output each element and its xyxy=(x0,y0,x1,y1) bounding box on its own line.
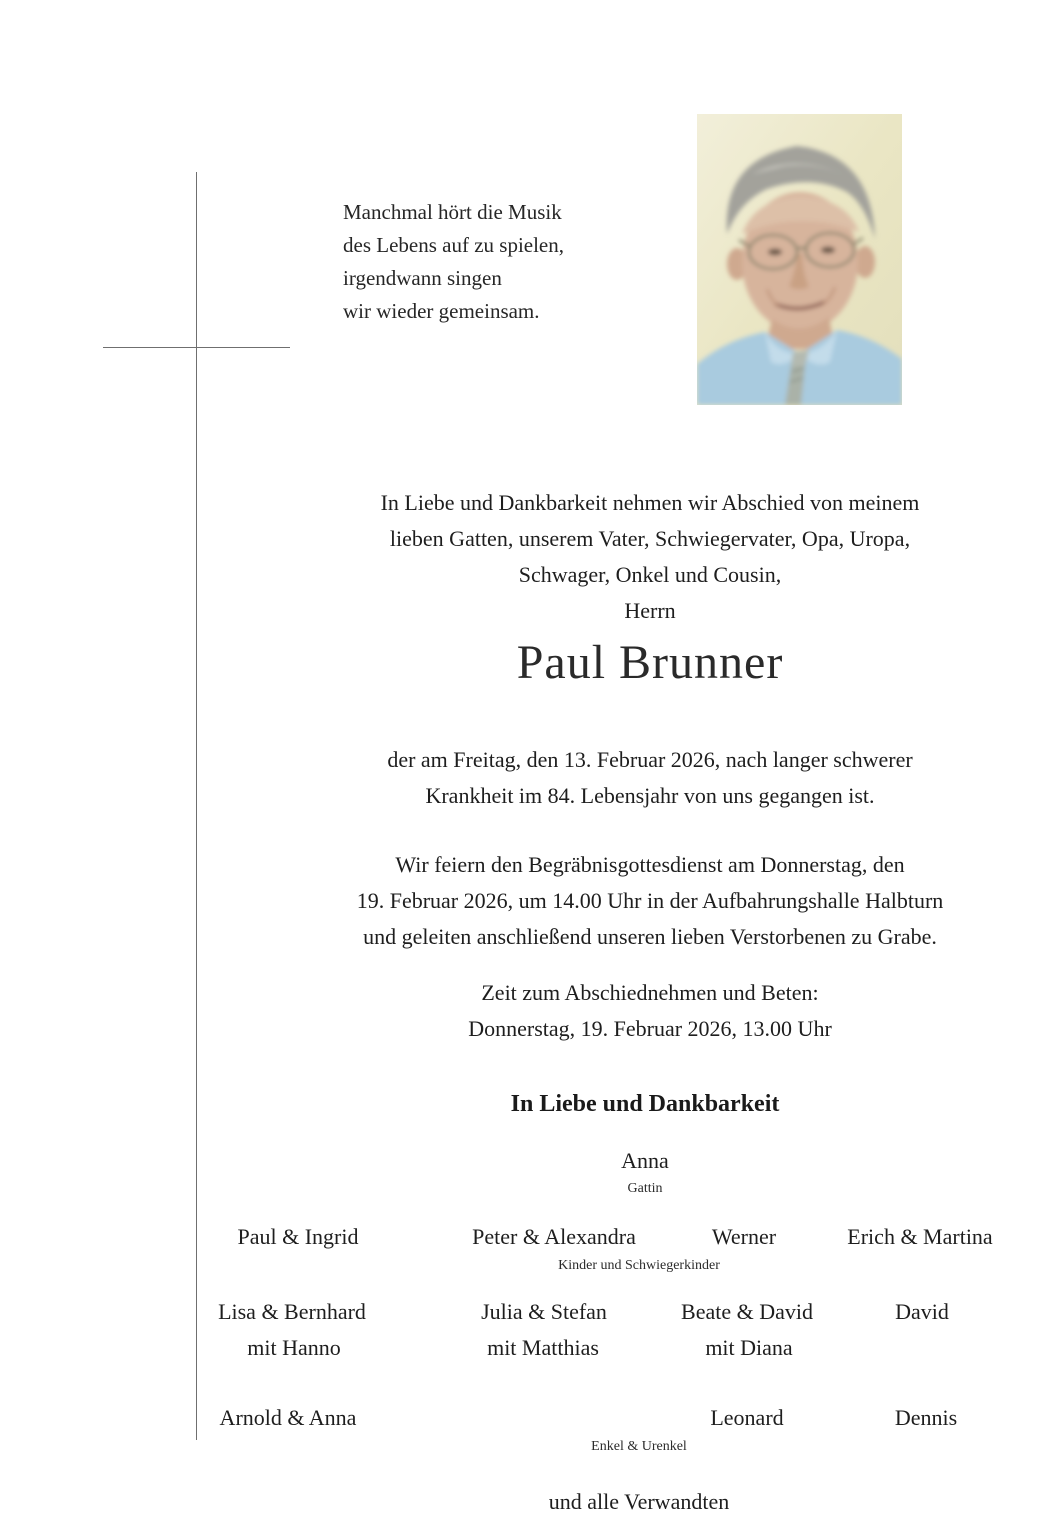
mourner-name: Dennis xyxy=(894,1405,958,1430)
funeral-line: und geleiten anschließend unseren lieben Verstorbenen zu Grabe. xyxy=(363,924,937,949)
mourner-name: Lisa & Bernhard xyxy=(218,1299,366,1324)
funeral-line: Wir feiern den Begräbnisgottesdienst am Donnerstag, den xyxy=(395,852,905,877)
cross-horizontal-line xyxy=(103,347,290,348)
deceased-name: Paul Brunner xyxy=(516,636,784,689)
mourner-name: Julia & Stefan xyxy=(481,1299,607,1324)
mourner-name: Werner xyxy=(711,1224,777,1249)
poem-line: des Lebens auf zu spielen, xyxy=(343,233,565,257)
children-caption: Kinder und Schwiegerkinder xyxy=(558,1258,720,1273)
mourner-name: mit Matthias xyxy=(487,1335,599,1360)
prayer-paragraph xyxy=(468,975,832,1047)
poem-line: wir wieder gemeinsam. xyxy=(343,299,540,323)
intro-line-salutation: Herrn xyxy=(624,598,676,623)
mourner-name: mit Hanno xyxy=(247,1335,341,1360)
intro-line: lieben Gatten, unserem Vater, Schwiegervater, Opa, Uropa, xyxy=(389,526,911,551)
intro-line: Schwager, Onkel und Cousin, xyxy=(518,562,782,587)
poem-line: irgendwann singen xyxy=(343,266,502,290)
funeral-line: 19. Februar 2026, um 14.00 Uhr in der Aufbahrungshalle Halbturn xyxy=(356,888,944,913)
spouse-relation: Gattin xyxy=(627,1181,663,1196)
prayer-line: Donnerstag, 19. Februar 2026, 13.00 Uhr xyxy=(468,1016,832,1041)
prayer-line: Zeit zum Abschiednehmen und Beten: xyxy=(481,980,819,1005)
mourner-name: Arnold & Anna xyxy=(219,1405,357,1430)
cross-vertical-line xyxy=(196,172,197,1440)
funeral-paragraph xyxy=(357,847,944,955)
intro-line: In Liebe und Dankbarkeit nehmen wir Abschied von meinem xyxy=(380,490,920,515)
mourner-name: Erich & Martina xyxy=(847,1224,993,1249)
poem-line: Manchmal hört die Musik xyxy=(343,200,562,224)
grandchildren-caption: Enkel & Urenkel xyxy=(591,1439,687,1454)
mourner-name: Peter & Alexandra xyxy=(472,1224,636,1249)
final-line: und alle Verwandten xyxy=(548,1489,730,1514)
mourner-name: Paul & Ingrid xyxy=(237,1224,359,1249)
intro-paragraph xyxy=(381,485,920,629)
mourner-name: Beate & David xyxy=(681,1299,813,1324)
death-paragraph xyxy=(387,742,912,814)
mourner-name: David xyxy=(895,1299,949,1324)
spouse-name: Anna xyxy=(621,1148,669,1173)
poem xyxy=(343,196,564,328)
death-line: der am Freitag, den 13. Februar 2026, nach langer schwerer xyxy=(387,747,913,772)
mourner-name: mit Diana xyxy=(705,1335,793,1360)
closing-line: In Liebe und Dankbarkeit xyxy=(510,1091,780,1117)
portrait-photo xyxy=(697,114,902,405)
mourner-name: Leonard xyxy=(710,1405,784,1430)
death-line: Krankheit im 84. Lebensjahr von uns gegangen ist. xyxy=(425,783,875,808)
